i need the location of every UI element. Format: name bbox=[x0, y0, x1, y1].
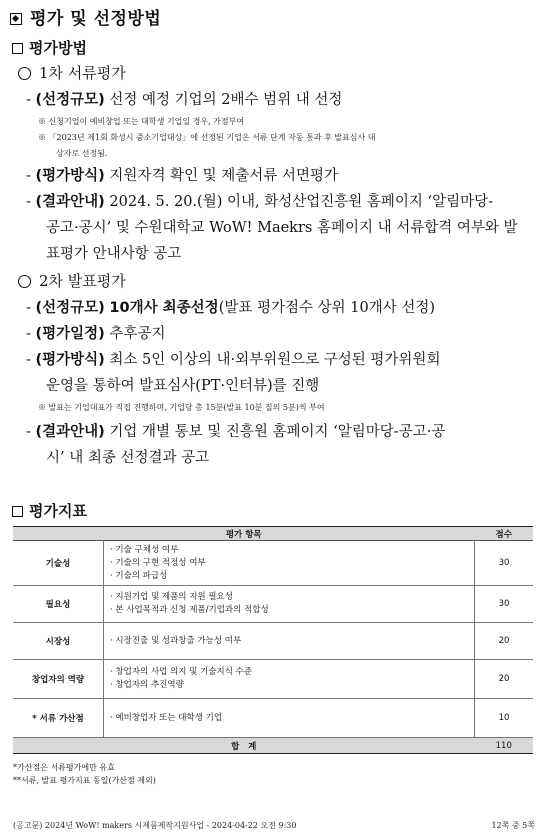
table-row bbox=[13, 623, 533, 660]
stage2-method: - (평가방식) 최소 5인 이상의 내·외부위원으로 구성된 평가위원회 bbox=[26, 352, 441, 368]
table-row bbox=[13, 541, 533, 586]
row-category: 창업자의 역량 bbox=[13, 660, 104, 699]
page-number: 12쪽 중 5쪽 bbox=[491, 821, 535, 830]
row-category: 시장성 bbox=[13, 623, 104, 660]
stage2-result: - (결과안내) 기업 개별 통보 및 진흥원 홈페이지 ‘알림마당-공고·공 bbox=[26, 424, 446, 440]
stage2-note: ※ 발표는 기업대표가 직접 진행하며, 기업당 총 15분(발표 10분 질의 5분)씩 부여 bbox=[38, 403, 325, 412]
table-row bbox=[13, 660, 533, 699]
row-items: · 예비창업자 또는 대학생 기업 bbox=[104, 699, 475, 738]
diamond-box-icon bbox=[10, 13, 22, 25]
criteria-heading: 평가지표 bbox=[12, 500, 87, 521]
row-items: · 창업자의 사업 의지 및 기술지식 수준 · 창업자의 추진역량 bbox=[104, 660, 475, 699]
stage2-method-line2: 운영을 통하여 발표심사(PT·인터뷰)를 진행 bbox=[46, 378, 320, 394]
stage1-scale: - (선정규모) 선정 예정 기업의 2배수 범위 내 선정 bbox=[26, 92, 343, 108]
square-icon bbox=[12, 43, 23, 54]
table-row bbox=[13, 586, 533, 623]
stage2-result-line2: 시’ 내 최종 선정결과 공고 bbox=[46, 450, 210, 466]
stage1-method: - (평가방식) 지원자격 확인 및 제출서류 서면평가 bbox=[26, 168, 338, 184]
method-heading: 평가방법 bbox=[12, 37, 87, 58]
row-score: 30 bbox=[475, 541, 534, 586]
stage1-result-line2: 공고·공시’ 및 수원대학교 WoW! Maekrs 홈페이지 내 서류합격 여부와 발 bbox=[46, 220, 518, 236]
stage2-title: 2차 발표평가 bbox=[18, 270, 126, 291]
total-score: 110 bbox=[475, 738, 534, 754]
stage1-note2-cont: 상자로 선정됨. bbox=[56, 149, 108, 158]
row-score: 10 bbox=[475, 699, 534, 738]
row-items: · 지원기업 및 제품의 지원 필요성 · 본 사업목적과 신청 제품/기업과의 적합성 bbox=[104, 586, 475, 623]
page-title: 평가 및 선정방법 bbox=[10, 4, 161, 29]
row-category: 기술성 bbox=[13, 541, 104, 586]
footer-doc-name: (공고문) 2024년 WoW! makers 시제품제작지원사업 - 2024-04-22 오전 9:30 bbox=[13, 821, 297, 830]
stage1-note2: ※ 「2023년 제1회 화성시 중소기업대상」에 선정된 기업은 서류 단계 자동 통과 후 발표심사 대 bbox=[38, 133, 376, 142]
footnote-bonus: *가산점은 서류평가에만 유효 bbox=[13, 763, 115, 772]
row-score: 30 bbox=[475, 586, 534, 623]
stage2-schedule: - (평가일정) 추후공지 bbox=[26, 326, 166, 342]
stage1-title: 1차 서류평가 bbox=[18, 62, 126, 83]
total-row bbox=[13, 738, 533, 754]
row-items: · 기술 구체성 여부 · 기술의 구현 적정성 여부 · 기술의 파급성 bbox=[104, 541, 475, 586]
stage2-scale: - (선정규모) 10개사 최종선정(발표 평가점수 상위 10개사 선정) bbox=[26, 300, 435, 316]
total-label: 합 계 bbox=[13, 738, 475, 754]
stage1-result-line3: 표평가 안내사항 공고 bbox=[46, 246, 182, 262]
square-icon bbox=[12, 506, 23, 517]
row-score: 20 bbox=[475, 623, 534, 660]
row-items: · 시장진출 및 성과창출 가능성 여부 bbox=[104, 623, 475, 660]
stage1-result: - (결과안내) 2024. 5. 20.(월) 이내, 화성산업진흥원 홈페이지 ‘알림마당- bbox=[26, 194, 494, 210]
table-row bbox=[13, 699, 533, 738]
col-header-item: 평가 항목 bbox=[13, 527, 475, 541]
circle-icon bbox=[18, 67, 31, 80]
row-category: * 서류 가산점 bbox=[13, 699, 104, 738]
row-score: 20 bbox=[475, 660, 534, 699]
row-category: 필요성 bbox=[13, 586, 104, 623]
footnote-same-criteria: **서류, 발표 평가지표 동일(가산점 제외) bbox=[13, 776, 156, 785]
circle-icon bbox=[18, 275, 31, 288]
stage1-note1: ※ 신청기업이 예비창업 또는 대학생 기업일 경우, 가점부여 bbox=[38, 117, 245, 126]
criteria-table bbox=[13, 526, 533, 754]
table-header-row bbox=[13, 527, 533, 541]
col-header-score: 점수 bbox=[475, 527, 534, 541]
